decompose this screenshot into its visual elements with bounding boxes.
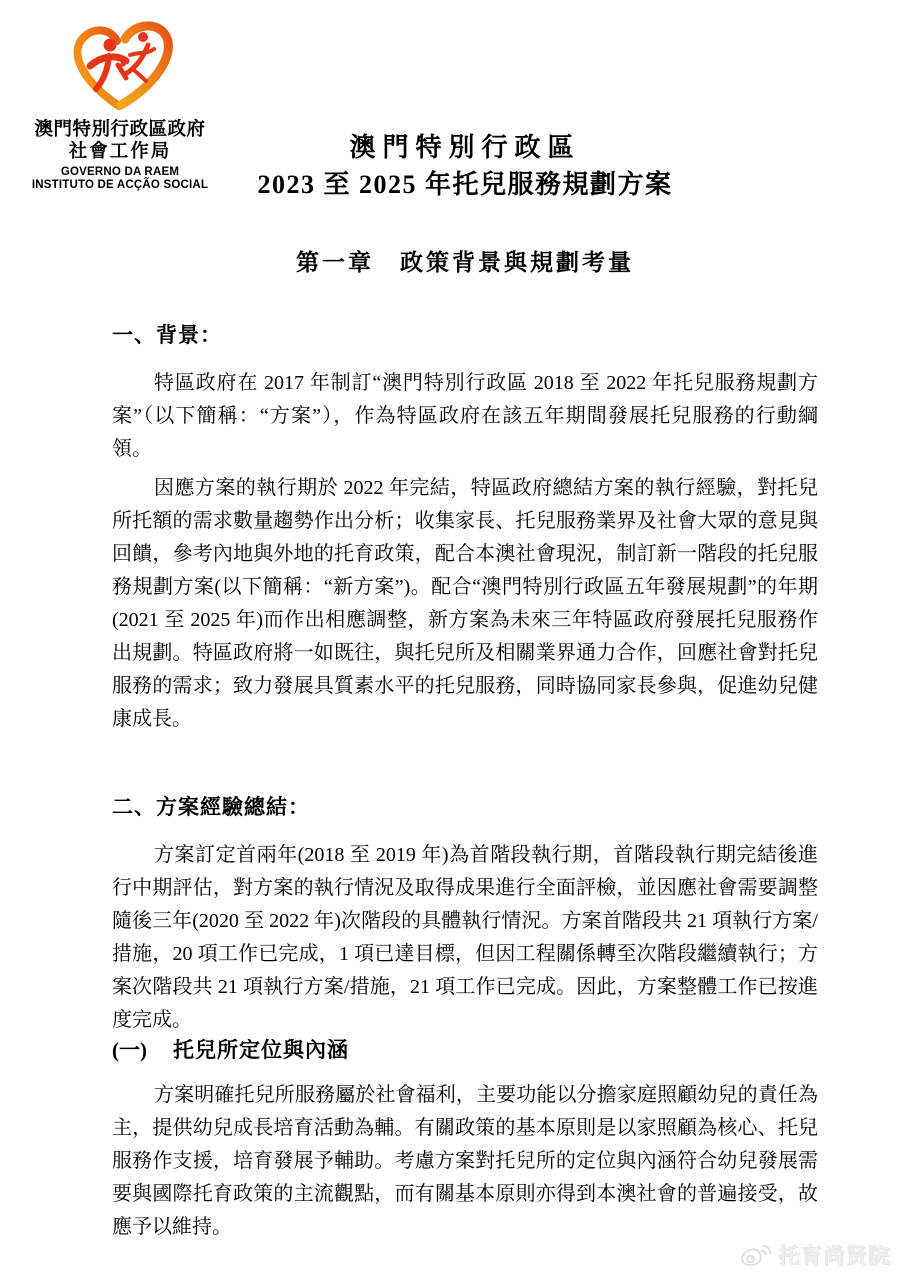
subsection-1-paragraph-1: 方案明確托兒所服務屬於社會福利，主要功能以分擔家庭照顧幼兒的責任為主，提供幼兒成長培育活動為輔。有關政策的基本原則是以家照顧為核心、托兒服務作支援，培育發展予輔助。考慮方案對托兒所的定位與內涵符合幼兒發展需要與國際托育政策的主流觀點，而有關基本原則亦得到本澳社會的普遍接受，故應予以維持。 — [112, 1084, 818, 1238]
subsection-1-heading — [112, 1034, 349, 1064]
watermark-text: 托育尚贤院 — [778, 1245, 891, 1268]
watermark — [740, 1240, 892, 1270]
section-1-paragraph-1: 特區政府在 2017 年制訂“澳門特別行政區 2018 至 2022 年托兒服務規劃方案”（以下簡稱：“方案”），作為特區政府在該五年期間發展托兒服務的行動綱領。 — [112, 372, 818, 460]
subsection-1-title: 托兒所定位與內涵 — [173, 1038, 349, 1062]
section-2-heading: 二、方案經驗總結： — [112, 795, 310, 819]
weibo-icon — [740, 1242, 772, 1269]
org-name-pt-line2: INSTITUTO DE ACÇÃO SOCIAL — [31, 179, 209, 191]
section-1-heading: 一、背景： — [112, 323, 222, 347]
document-title-line1: 澳門特別行政區 — [349, 133, 581, 162]
document-title — [112, 132, 818, 201]
chapter-heading: 第一章 政策背景與規劃考量 — [296, 250, 634, 275]
org-name-zh-line1: 澳門特別行政區政府 — [34, 118, 206, 139]
section-1-paragraph-2: 因應方案的執行期於 2022 年完結，特區政府總結方案的執行經驗，對托兒所托額的需求數量趨勢作出分析；收集家長、托兒服務業界及社會大眾的意見與回饋，參考內地與外地的托育政策，配合本澳社會現況，制訂新一階段的托兒服務規劃方案(以下簡稱：“新方案”)。配合“澳門特別行政區五年發展規劃”的年期(2021 至 2025 年)而作出相應調整，新方案為未來三年特區政府發展托兒服務作出規劃。特區政府將一如既往，與托兒所及相關業界通力合作，回應社會對托兒服務的需求；致力發展具質素水平的托兒服務，同時協同家長參與，促進幼兒健康成長。 — [112, 477, 818, 730]
org-name-zh-line2: 社會工作局 — [68, 140, 172, 161]
document-title-line2: 2023 至 2025 年托兒服務規劃方案 — [257, 170, 673, 199]
subsection-1-number: (一) — [112, 1038, 147, 1062]
org-name-pt-line1: GOVERNO DA RAEM — [60, 166, 180, 178]
heart-logo-icon — [64, 18, 176, 114]
section-2-paragraph-1: 方案訂定首兩年(2018 至 2019 年)為首階段執行期，首階段執行期完結後進行中期評估，對方案的執行情況及取得成果進行全面評檢，並因應社會需要調整隨後三年(2020 至 2022 年)次階段的具體執行情況。方案首階段共 21 項執行方案/措施，20 項工作已完成，1 項已達目標，但因工程關係轉至次階段繼續執行；方案次階段共 21 項執行方案/措施，21 項工作已完成。因此，方案整體工作已按進度完成。 — [112, 844, 818, 1031]
